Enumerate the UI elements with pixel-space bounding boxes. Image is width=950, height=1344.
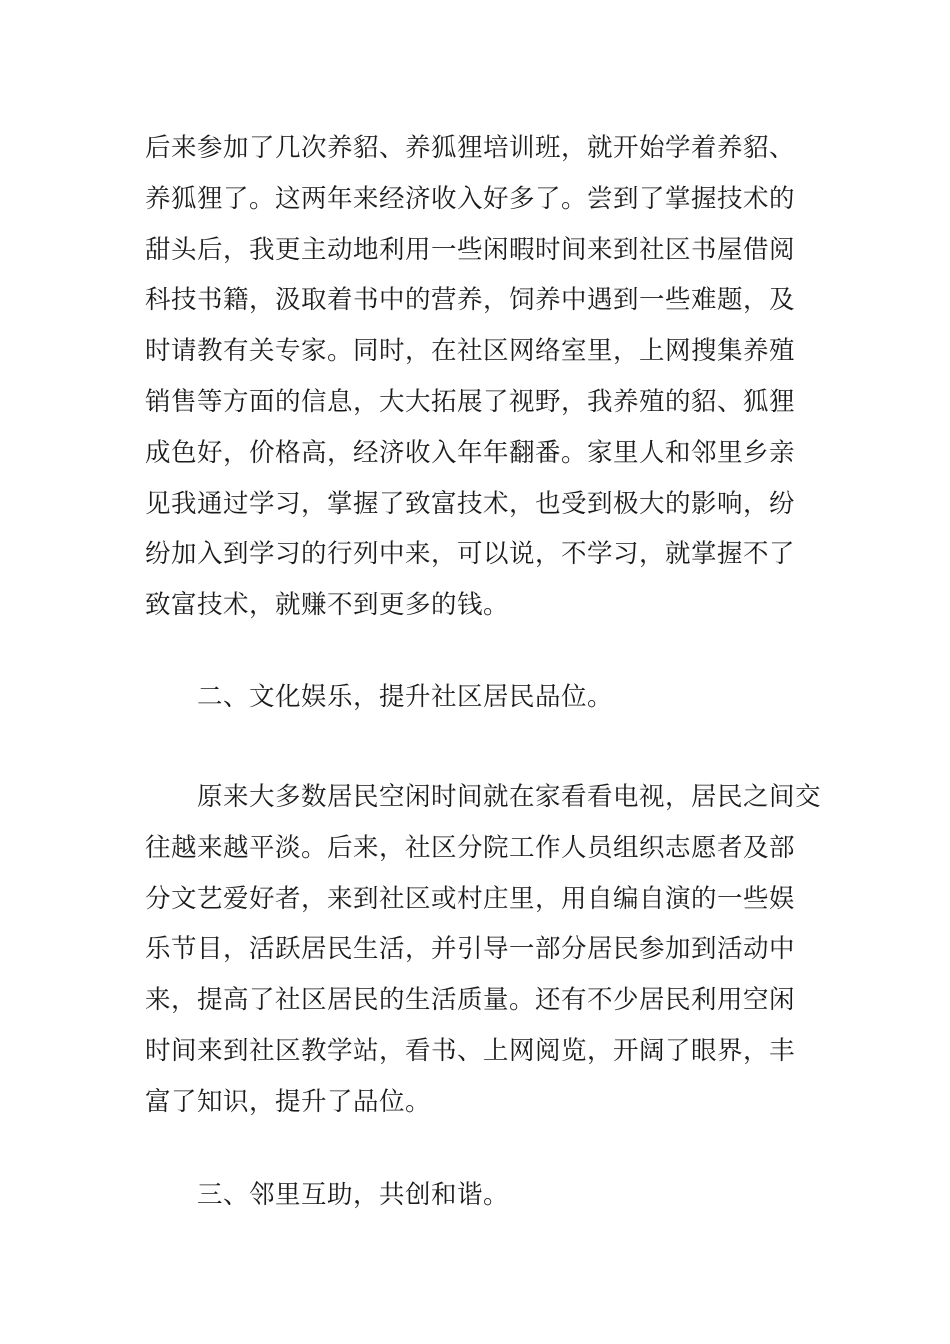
paragraph-line: 销售等方面的信息，大大拓展了视野，我养殖的貂、狐狸: [145, 386, 796, 417]
section-heading-text: 三、邻里互助，共创和谐。: [145, 1180, 510, 1210]
paragraph-line: 养狐狸了。这两年来经济收入好多了。尝到了掌握技术的: [145, 183, 796, 214]
paragraph-line: 分文艺爱好者，来到社区或村庄里，用自编自演的一些娱: [145, 883, 796, 914]
paragraph-line: 富了知识，提升了品位。: [145, 1086, 432, 1117]
section-heading-neighbors: [145, 1170, 810, 1221]
paragraph-line: 纷加入到学习的行列中来，可以说，不学习，就掌握不了: [145, 539, 796, 570]
paragraph-line: 见我通过学习，掌握了致富技术，也受到极大的影响，纷: [145, 488, 796, 519]
paragraph-training-experience: [145, 123, 810, 631]
section-heading-culture: [145, 672, 810, 723]
paragraph-line: 时间来到社区教学站，看书、上网阅览，开阔了眼界，丰: [145, 1035, 796, 1066]
paragraph-culture-entertainment: [145, 772, 822, 1128]
paragraph-line: 致富技术，就赚不到更多的钱。: [145, 590, 510, 621]
paragraph-line: 乐节目，活跃居民生活，并引导一部分居民参加到活动中: [145, 934, 796, 965]
paragraph-line: 后来参加了几次养貂、养狐狸培训班，就开始学着养貂、: [145, 133, 796, 163]
paragraph-line: 时请教有关专家。同时，在社区网络室里，上网搜集养殖: [145, 336, 796, 367]
paragraph-line: 往越来越平淡。后来，社区分院工作人员组织志愿者及部: [145, 832, 796, 863]
section-heading-text: 二、文化娱乐，提升社区居民品位。: [145, 682, 614, 712]
paragraph-line: 成色好，价格高，经济收入年年翻番。家里人和邻里乡亲: [145, 437, 796, 468]
paragraph-line: 来，提高了社区居民的生活质量。还有不少居民利用空闲: [145, 985, 796, 1016]
paragraph-line: 甜头后，我更主动地利用一些闲暇时间来到社区书屋借阅: [145, 234, 796, 265]
paragraph-line: 科技书籍，汲取着书中的营养，饲养中遇到一些难题，及: [145, 285, 796, 316]
paragraph-line: 原来大多数居民空闲时间就在家看看电视，居民之间交: [145, 782, 822, 812]
